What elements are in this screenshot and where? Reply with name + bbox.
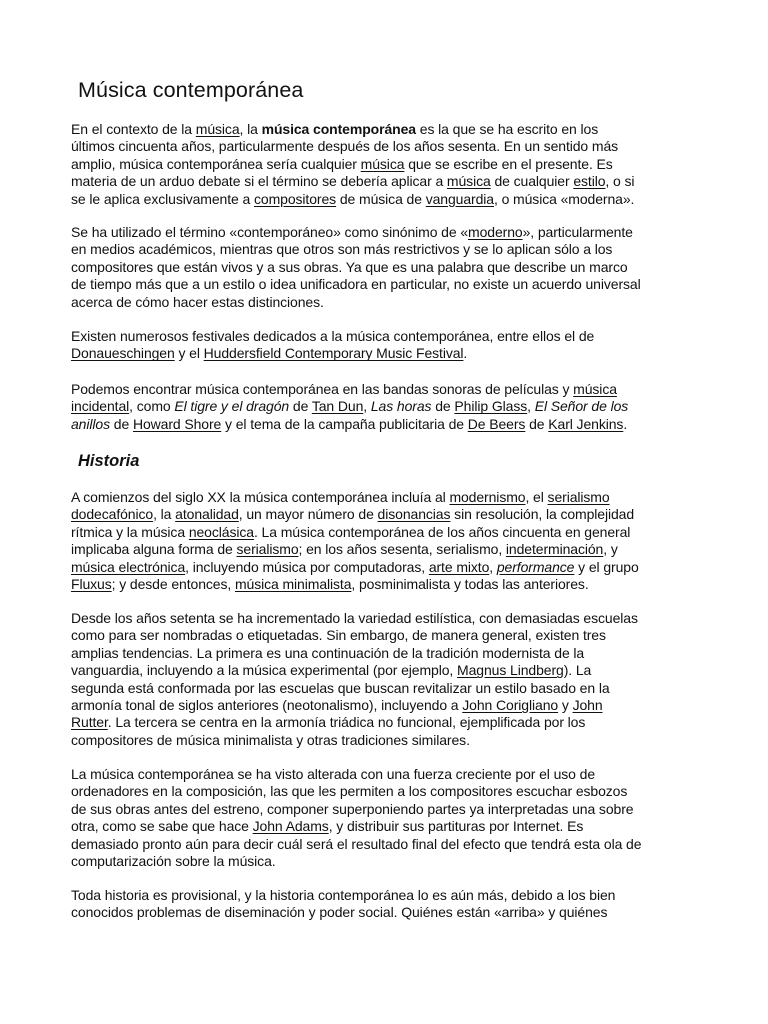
link-de-beers[interactable]: De Beers bbox=[467, 415, 526, 432]
link-performance[interactable]: performance bbox=[496, 558, 575, 575]
text-line: Existen numerosos festivales dedicados a la música contemporánea, entre ellos el de bbox=[71, 328, 595, 344]
link-estilo[interactable]: estilo bbox=[573, 173, 606, 190]
link-disonancias[interactable]: disonancias bbox=[377, 506, 451, 523]
link-musica-incidental[interactable]: música bbox=[573, 381, 617, 397]
text-line: computarización sobre la música. bbox=[71, 853, 276, 870]
text-line: Desde los años setenta se ha incrementado la variedad estilística, con demasiadas escuelas bbox=[71, 610, 638, 626]
text-line: Podemos encontrar música contemporánea en las bandas sonoras de películas y música bbox=[71, 381, 617, 397]
link-compositores[interactable]: compositores bbox=[254, 190, 337, 207]
text-line: Toda historia es provisional, y la historia contemporánea lo es aún más, debido a los bien bbox=[71, 887, 616, 903]
link-musica[interactable]: música bbox=[360, 155, 405, 172]
paragraph-definition bbox=[71, 224, 701, 311]
work-title: El tigre y el dragón bbox=[174, 398, 290, 415]
link-huddersfield-festival[interactable]: Huddersfield Contemporary Music Festival bbox=[203, 345, 464, 362]
text-line: A comienzos del siglo XX la música contemporánea incluía al modernismo, el serialismo bbox=[71, 489, 610, 505]
text-line: de tiempo más que a un estilo o idea unificadora en particular, no existe un acuerdo universal bbox=[71, 276, 641, 293]
page-title: Música contemporánea bbox=[78, 78, 304, 102]
text-line: Donaueschingen y el Huddersfield Contemporary Music Festival. bbox=[71, 345, 468, 362]
link-musica-minimalista[interactable]: música minimalista bbox=[234, 576, 352, 593]
link-musica[interactable]: música bbox=[446, 173, 491, 190]
link-arte-mixto[interactable]: arte mixto bbox=[428, 558, 490, 575]
text-line: como para ser nombradas o etiquetadas. Sin embargo, de manera general, existen tres bbox=[71, 627, 606, 644]
text-line: conocidos problemas de diseminación y poder social. Quiénes están «arriba» y quiénes bbox=[71, 904, 608, 921]
paragraph-soundtracks bbox=[71, 381, 701, 433]
text-line: Fluxus; y desde entonces, música minimalista, posminimalista y todas las anteriores. bbox=[71, 576, 589, 593]
link-john-adams[interactable]: John Adams bbox=[252, 818, 329, 835]
text-line: La música contemporánea se ha visto alterada con una fuerza creciente por el uso de bbox=[71, 766, 596, 782]
text-line: anillos de Howard Shore y el tema de la campaña publicitaria de De Beers de Karl Jenkins. bbox=[71, 415, 628, 432]
text-line: últimos cincuenta años, particularmente después de los años sesenta. En un sentido más bbox=[71, 138, 619, 155]
text-line: compositores de música minimalista y otras tradiciones similares. bbox=[71, 731, 470, 748]
text-line: demasiado pronto aún para decir cuál será el resultado final del efecto que tendrá esta ola de bbox=[71, 835, 642, 852]
link-magnus-lindberg[interactable]: Magnus Lindberg bbox=[457, 662, 564, 679]
text-line: se le aplica exclusivamente a compositores de música de vanguardia, o música «moderna». bbox=[71, 190, 635, 207]
link-serialismo-dodecafonico[interactable]: serialismo bbox=[547, 489, 610, 505]
bold-term: música contemporánea bbox=[261, 121, 416, 137]
text-line: segunda está conformada por las escuelas que buscan revitalizar un estilo basado en la bbox=[71, 679, 610, 696]
link-musica-electronica[interactable]: música electrónica bbox=[71, 558, 186, 575]
link-indeterminacion[interactable]: indeterminación bbox=[505, 541, 604, 558]
link-tan-dun[interactable]: Tan Dun bbox=[311, 398, 364, 415]
paragraph-festivals bbox=[71, 328, 701, 363]
text-line: música electrónica, incluyendo música por computadoras, arte mixto, performance y el grupo bbox=[71, 558, 639, 575]
link-moderno[interactable]: moderno bbox=[468, 224, 523, 240]
text-line: amplio, música contemporánea sería cualquier música que se escribe en el presente. Es bbox=[71, 155, 613, 172]
paragraph-history-computers bbox=[71, 766, 701, 870]
text-line: materia de un arduo debate si el término se debería aplicar a música de cualquier estilo, o si bbox=[71, 173, 635, 190]
work-title: anillos bbox=[71, 415, 110, 432]
link-vanguardia[interactable]: vanguardia bbox=[425, 190, 494, 207]
text-line: compositores que están vivos y a sus obras. Ya que es una palabra que describe un marco bbox=[71, 258, 628, 275]
link-donaueschingen[interactable]: Donaueschingen bbox=[71, 345, 175, 362]
text-line: amplias tendencias. La primera es una continuación de la tradición modernista de la bbox=[71, 644, 585, 661]
text-line: En el contexto de la música, la música contemporánea es la que se ha escrito en los bbox=[71, 121, 599, 137]
text-line: armonía tonal de siglos anteriores (neotonalismo), incluyendo a John Corigliano y John bbox=[71, 697, 603, 714]
text-line: acerca de cómo hacer estas distinciones. bbox=[71, 293, 324, 310]
link-modernismo[interactable]: modernismo bbox=[449, 489, 526, 505]
link-musica-incidental[interactable]: incidental bbox=[71, 398, 130, 415]
text-line: ordenadores en la composición, las que les permiten a los compositores escuchar esbozos bbox=[71, 783, 628, 800]
text-line: Se ha utilizado el término «contemporáneo» como sinónimo de «moderno», particularmente bbox=[71, 224, 633, 240]
text-line: dodecafónico, la atonalidad, un mayor número de disonancias sin resolución, la complejidad bbox=[71, 506, 635, 523]
link-howard-shore[interactable]: Howard Shore bbox=[132, 415, 222, 432]
link-john-corigliano[interactable]: John Corigliano bbox=[462, 697, 559, 714]
section-heading-historia: Historia bbox=[78, 452, 140, 470]
link-atonalidad[interactable]: atonalidad bbox=[175, 506, 239, 523]
link-john-rutter[interactable]: John bbox=[572, 697, 603, 714]
work-title: Las horas bbox=[370, 398, 432, 415]
link-karl-jenkins[interactable]: Karl Jenkins bbox=[548, 415, 624, 432]
link-serialismo-dodecafonico[interactable]: dodecafónico bbox=[71, 506, 154, 523]
link-neoclasica[interactable]: neoclásica bbox=[188, 523, 254, 540]
text-line: rítmica y la música neoclásica. La música contemporánea de los años cincuenta en general bbox=[71, 523, 631, 540]
link-john-rutter[interactable]: Rutter bbox=[71, 714, 108, 731]
link-musica[interactable]: música bbox=[195, 121, 240, 137]
text-line: incidental, como El tigre y el dragón de Tan Dun, Las horas de Philip Glass, El Señor de los bbox=[71, 398, 629, 415]
text-line: de sus obras antes del estreno, componer superponiendo partes ya interpretadas una sobre bbox=[71, 800, 634, 817]
link-serialismo[interactable]: serialismo bbox=[236, 541, 299, 558]
text-line: implicaba alguna forma de serialismo; en los años sesenta, serialismo, indeterminación, y bbox=[71, 541, 618, 558]
link-philip-glass[interactable]: Philip Glass bbox=[454, 398, 528, 415]
paragraph-intro bbox=[71, 121, 701, 208]
text-line: vanguardia, incluyendo a la música experimental (por ejemplo, Magnus Lindberg). La bbox=[71, 662, 592, 679]
paragraph-history-seventies bbox=[71, 610, 701, 749]
paragraph-history-20th-century bbox=[71, 489, 701, 593]
link-fluxus[interactable]: Fluxus bbox=[71, 576, 112, 593]
work-title: El Señor de los bbox=[534, 398, 629, 415]
text-line: en medios académicos, mientras que otros son más restrictivos y se lo aplican sólo a los bbox=[71, 241, 613, 258]
paragraph-history-provisional bbox=[71, 887, 701, 922]
text-line: Rutter. La tercera se centra en la armonía triádica no funcional, ejemplificada por los bbox=[71, 714, 586, 731]
text-line: otra, como se sabe que hace John Adams, y distribuir sus partituras por Internet. Es bbox=[71, 818, 584, 835]
